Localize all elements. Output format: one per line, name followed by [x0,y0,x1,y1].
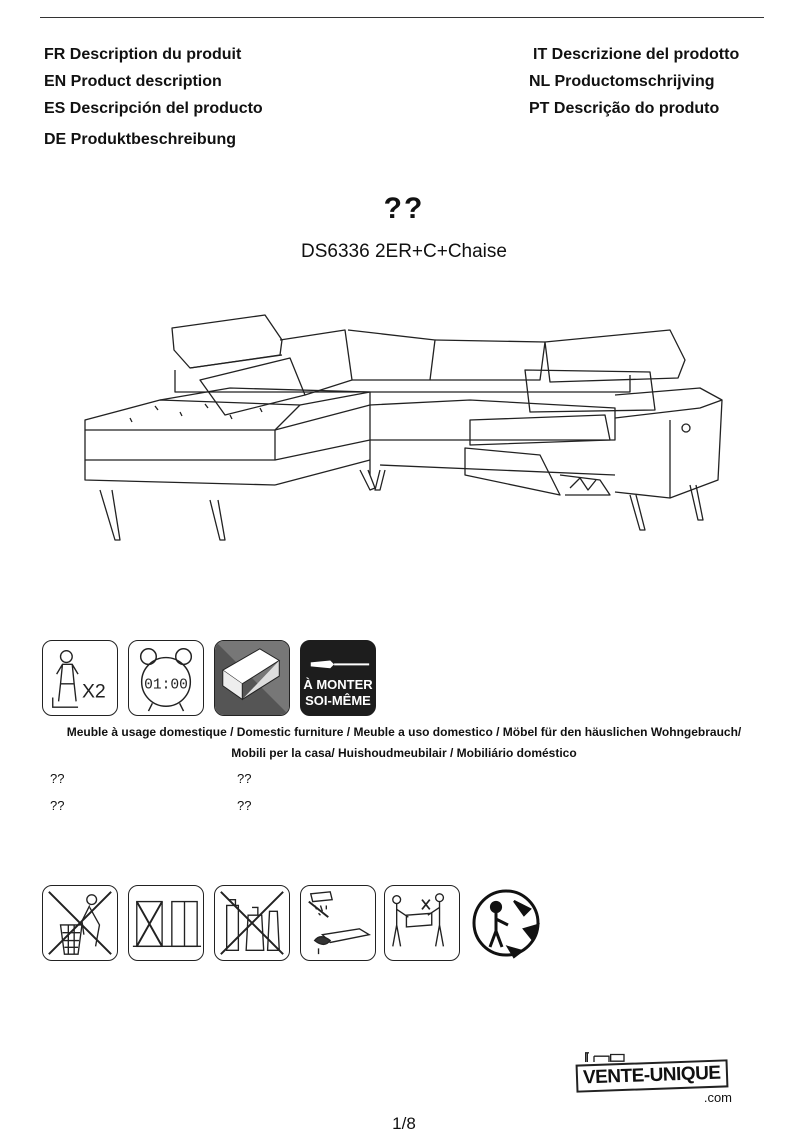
product-model: DS6336 2ER+C+Chaise [301,241,507,262]
assemble-line1: À MONTER [303,677,373,692]
header-de: DE Produktbeschreibung [44,131,237,148]
two-person-carry-icon [384,885,460,961]
header-pt: PT Descrição do produto [529,100,720,117]
assemble-line2: SOI-MÊME [305,693,371,708]
header-nl: NL Productomschrijving [529,73,715,90]
header-en: EN Product description [44,73,222,90]
package-box-icon [214,640,290,716]
header-it: IT Descrizione del prodotto [533,46,740,63]
no-trash-disposal-icon [42,885,118,961]
clock-time-label: 01:00 [144,677,188,694]
usage-line-2: Mobili per la casa/ Huishoudmeubilair / Mobiliário doméstico [231,746,577,760]
no-chemicals-icon [214,885,290,961]
two-people-icon [42,640,118,716]
placeholder-4: ?? [237,798,252,813]
sofa-illustration [70,300,730,560]
alarm-clock-icon [128,640,204,716]
placeholder-1: ?? [50,771,65,786]
wipe-with-cloth-icon [300,885,376,961]
header-es: ES Descripción del producto [44,100,263,117]
logo-suffix: .com [703,1090,732,1105]
header-fr: FR Description du produit [44,46,242,63]
vente-unique-logo [574,1050,734,1110]
product-title: ?? [383,192,425,225]
placeholder-2: ?? [237,771,252,786]
usage-line-1: Meuble à usage domestique / Domestic furniture / Meuble a uso domestico / Möbel für den häuslichen Wohngebrauch/ [66,725,742,739]
self-assembly-badge [300,640,376,716]
placeholder-3: ?? [50,798,65,813]
logo-name: VENTE-UNIQUE [576,1059,728,1092]
people-count-label: X2 [81,680,106,703]
triman-recycling-icon [468,885,544,961]
page-number: 1/8 [392,1114,416,1133]
no-stack-cabinet-icon [128,885,204,961]
top-rule [40,17,764,18]
